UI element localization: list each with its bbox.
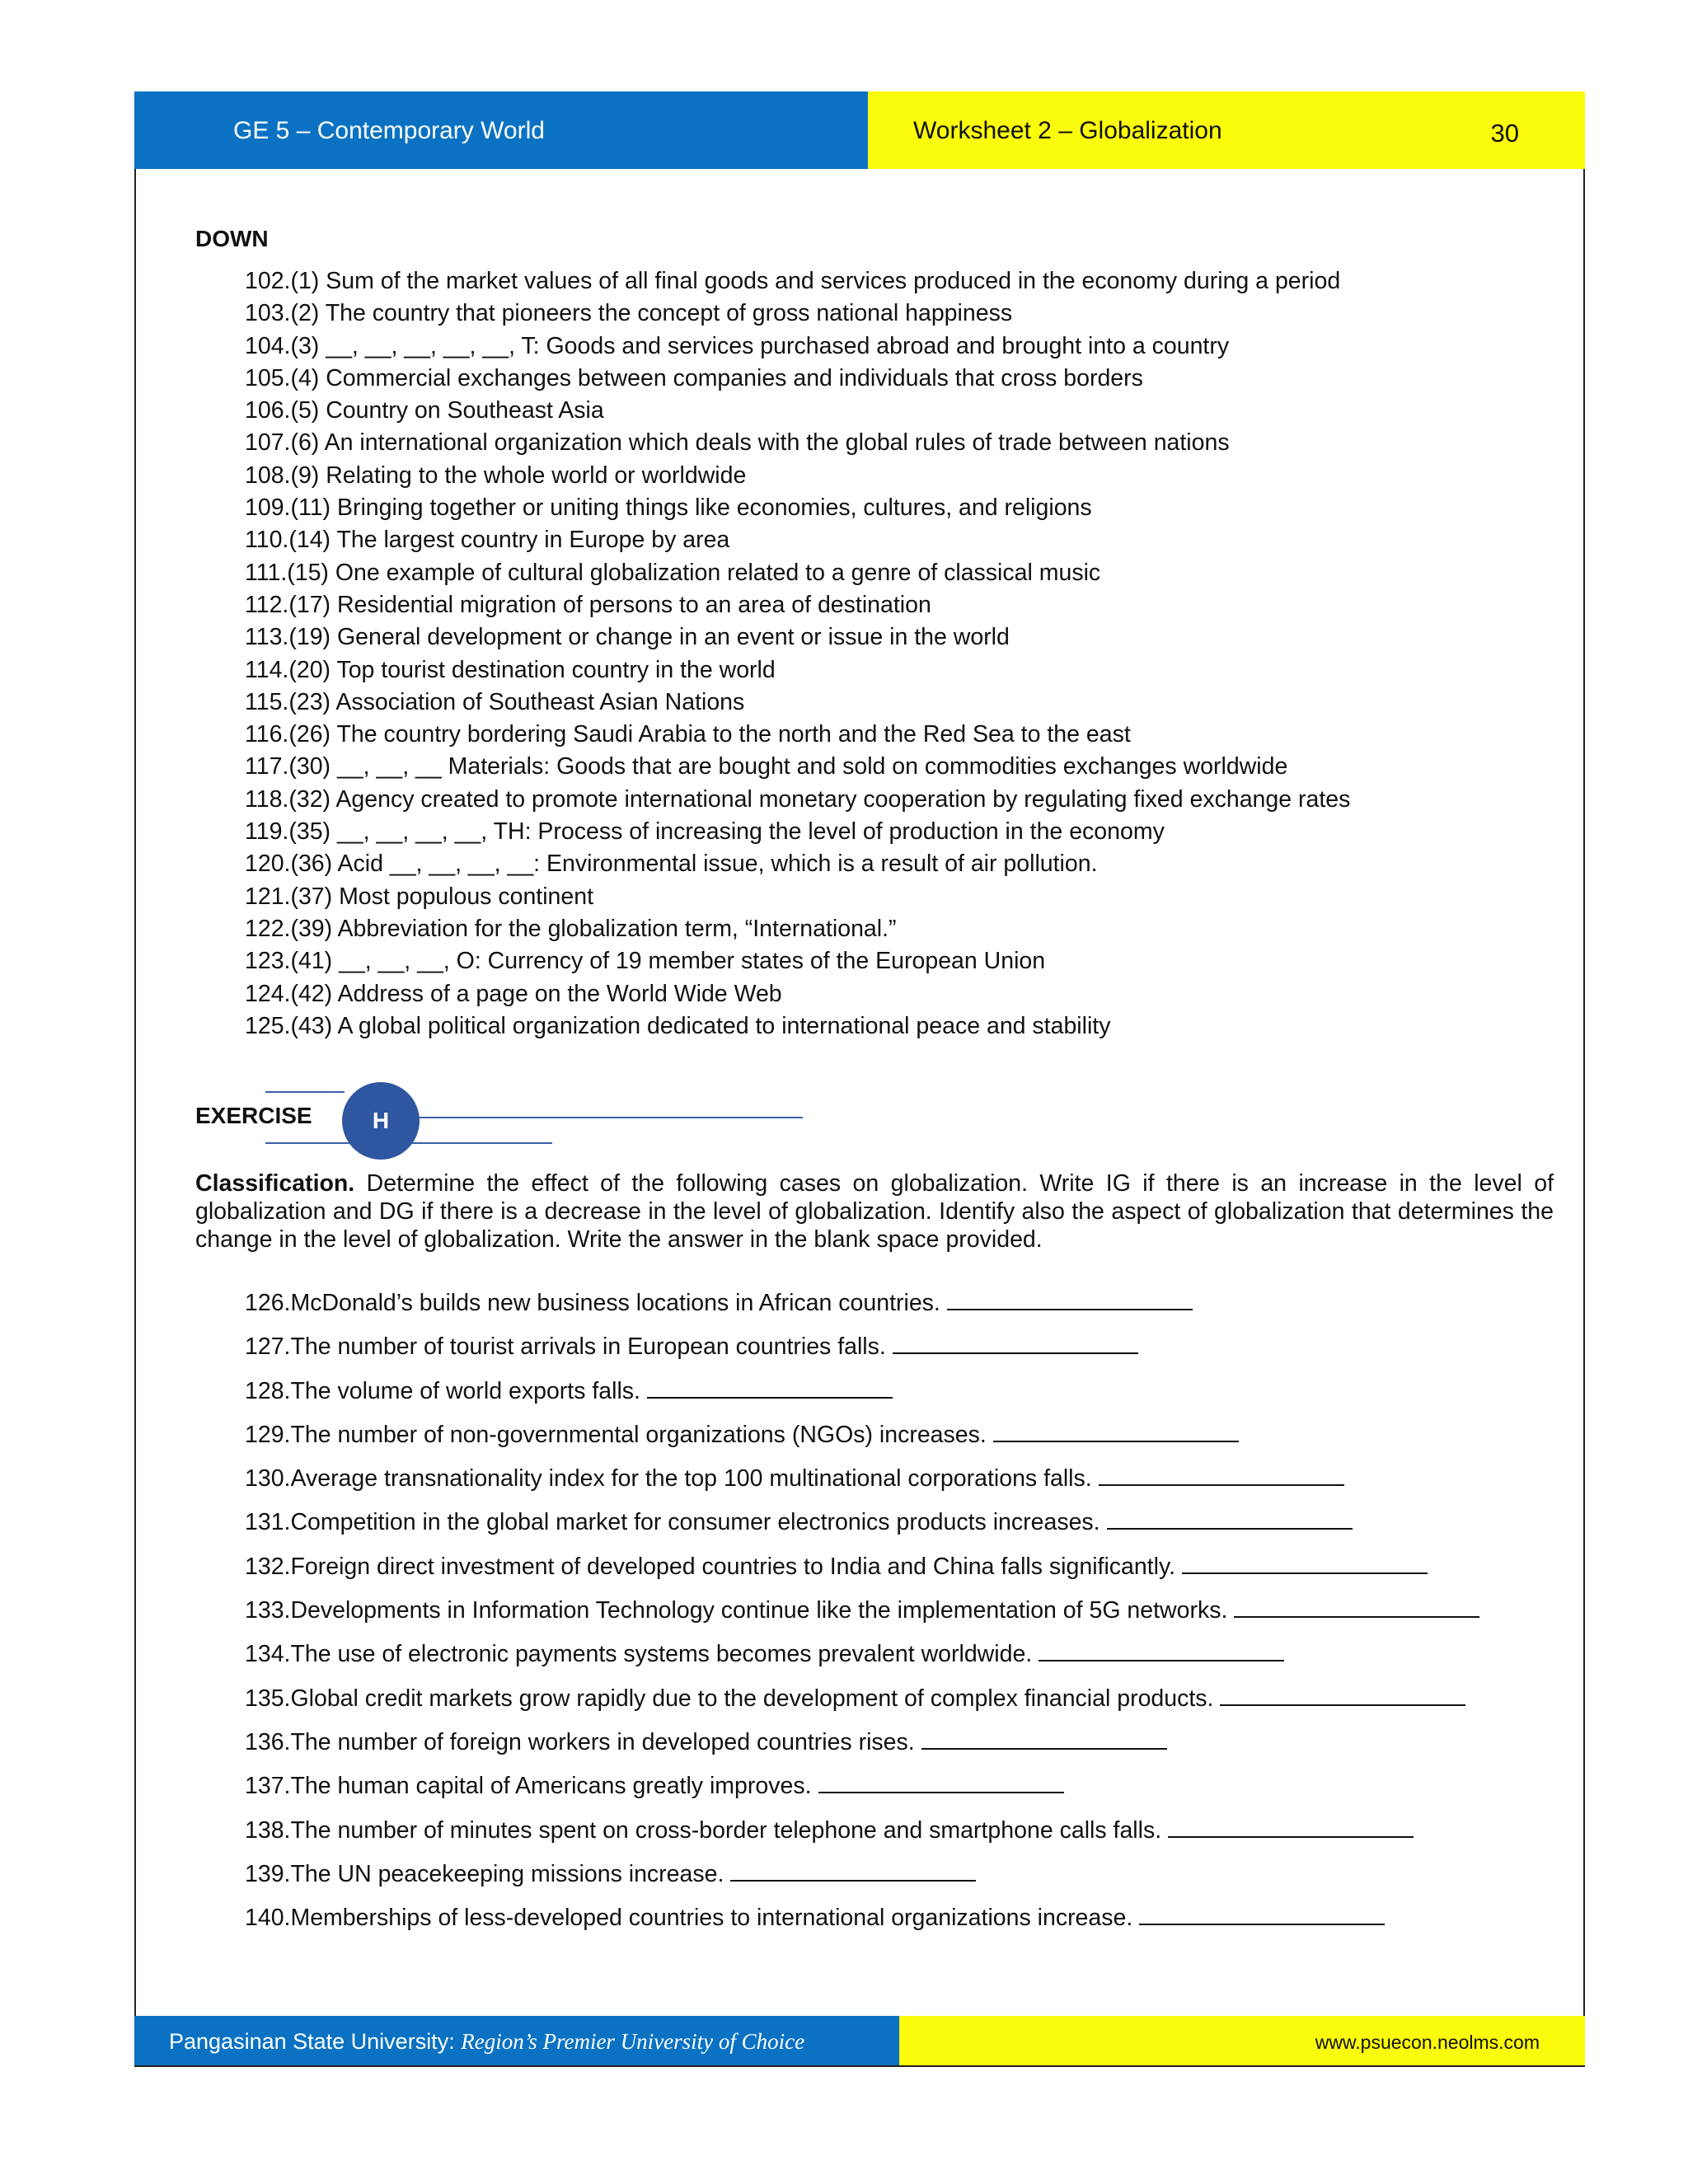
- classification-item-text: 134.The use of electronic payments systems becomes prevalent worldwide.: [245, 1641, 1033, 1668]
- down-clue: 103.(2) The country that pioneers the concept of gross national happiness: [245, 300, 1013, 327]
- worksheet-title: Worksheet 2 – Globalization: [913, 117, 1222, 144]
- answer-blank[interactable]: [1099, 1465, 1344, 1486]
- down-clue: 118.(32) Agency created to promote international monetary cooperation by regulating fixed exchange rates: [245, 785, 1351, 813]
- down-clue: 111.(15) One example of cultural globalization related to a genre of classical music: [245, 559, 1101, 586]
- answer-blank[interactable]: [1107, 1508, 1353, 1530]
- answer-blank[interactable]: [1220, 1685, 1465, 1706]
- classification-item: [245, 1325, 1564, 1369]
- down-clue: 119.(35) __, __, __, __, TH: Process of increasing the level of production in the economy: [245, 818, 1165, 846]
- down-clue: 105.(4) Commercial exchanges between companies and individuals that cross borders: [245, 364, 1143, 391]
- down-heading: DOWN: [195, 226, 269, 251]
- classification-item: [245, 1545, 1564, 1589]
- down-clue-list: [245, 265, 1531, 1043]
- classification-item: [245, 1370, 1564, 1413]
- classification-item-text: 137.The human capital of Americans greatly improves.: [245, 1773, 812, 1800]
- classification-item-text: 139.The UN peacekeeping missions increase.: [245, 1860, 724, 1887]
- down-clue: 122.(39) Abbreviation for the globalization term, “International.”: [245, 915, 897, 942]
- exercise-letter-badge: H: [342, 1082, 420, 1160]
- classification-item: [245, 1282, 1564, 1325]
- classification-item-text: 127.The number of tourist arrivals in European countries falls.: [245, 1333, 886, 1361]
- down-clue: 116.(26) The country bordering Saudi Arabia to the north and the Red Sea to the east: [245, 721, 1131, 748]
- answer-blank[interactable]: [1139, 1904, 1385, 1925]
- classification-item: [245, 1809, 1564, 1853]
- down-clue: 102.(1) Sum of the market values of all final goods and services produced in the economy during a period: [245, 268, 1341, 294]
- answer-blank[interactable]: [893, 1333, 1138, 1354]
- answer-blank[interactable]: [921, 1728, 1167, 1750]
- classification-item-text: 135.Global credit markets grow rapidly due to the development of complex financial products.: [245, 1685, 1214, 1712]
- page-footer: [134, 2016, 1585, 2065]
- classification-item: [245, 1721, 1564, 1765]
- footer-url: www.psuecon.neolms.com: [1315, 2032, 1540, 2053]
- classification-item-text: 130.Average transnationality index for the top 100 multinational corporations falls.: [245, 1465, 1092, 1493]
- down-clue: 125.(43) A global political organization dedicated to international peace and stability: [245, 1012, 1111, 1039]
- classification-item: [245, 1677, 1564, 1721]
- classification-item: [245, 1765, 1564, 1808]
- down-clue: 121.(37) Most populous continent: [245, 883, 594, 910]
- down-clue: 113.(19) General development or change in an event or issue in the world: [245, 624, 1010, 651]
- answer-blank[interactable]: [1039, 1640, 1284, 1661]
- footer-university: [169, 2029, 804, 2055]
- down-clue: 114.(20) Top tourist destination country in the world: [245, 656, 776, 683]
- classification-item: [245, 1633, 1564, 1676]
- down-clue: 108.(9) Relating to the whole world or worldwide: [245, 462, 747, 489]
- classification-item-text: 129.The number of non-governmental organizations (NGOs) increases.: [245, 1421, 987, 1448]
- answer-blank[interactable]: [1234, 1596, 1479, 1618]
- header-course-band: [134, 91, 868, 169]
- classification-item-text: 128.The volume of world exports falls.: [245, 1377, 640, 1404]
- down-clue: 104.(3) __, __, __, __, __, T: Goods and services purchased abroad and brought into a country: [245, 332, 1230, 359]
- down-clue: 106.(5) Country on Southeast Asia: [245, 397, 604, 424]
- course-title: GE 5 – Contemporary World: [233, 117, 545, 144]
- down-clue: 109.(11) Bringing together or uniting things like economies, cultures, and religions: [245, 494, 1092, 522]
- classification-item-text: 132.Foreign direct investment of developed countries to India and China falls significantly.: [245, 1553, 1176, 1580]
- page-header: [134, 91, 1585, 169]
- answer-blank[interactable]: [1182, 1553, 1428, 1574]
- down-clue: 117.(30) __, __, __ Materials: Goods that are bought and sold on commodities exchanges worldwide: [245, 753, 1288, 780]
- footer-url-band: [899, 2016, 1585, 2065]
- exercise-rule-middle: [420, 1117, 803, 1118]
- down-clue: 115.(23) Association of Southeast Asian Nations: [245, 688, 745, 715]
- down-clue: 112.(17) Residential migration of persons to an area of destination: [245, 591, 931, 618]
- down-clue: 110.(14) The largest country in Europe by area: [245, 527, 730, 554]
- page-number: 30: [1490, 119, 1519, 148]
- answer-blank[interactable]: [993, 1421, 1239, 1442]
- instruction-text: Determine the effect of the following cases on globalization. Write IG if there is an increase in the level of globalization and DG if there is a decrease in the level of globalization. Identify also the aspect of globalization that determines the change in the level of globalization. Write the answer in the blank space provided.: [195, 1170, 1554, 1253]
- classification-item-text: 136.The number of foreign workers in developed countries rises.: [245, 1728, 915, 1755]
- classification-item-text: 131.Competition in the global market for consumer electronics products increases.: [245, 1509, 1100, 1536]
- classification-item-text: 133.Developments in Information Technology continue like the implementation of 5G networks.: [245, 1597, 1228, 1624]
- header-worksheet-band: [868, 91, 1585, 169]
- classification-item: [245, 1501, 1564, 1544]
- classification-item-text: 126.McDonald’s builds new business locations in African countries.: [245, 1290, 940, 1316]
- classification-item: [245, 1413, 1564, 1457]
- answer-blank[interactable]: [947, 1289, 1193, 1310]
- university-tagline: Region’s Premier University of Choice: [461, 2029, 805, 2054]
- classification-item: [245, 1457, 1564, 1501]
- exercise-instructions: [195, 1169, 1554, 1254]
- classification-item-list: [245, 1282, 1564, 1940]
- exercise-label: EXERCISE: [195, 1103, 312, 1128]
- down-clue: 124.(42) Address of a page on the World Wide Web: [245, 980, 782, 1007]
- classification-item: [245, 1853, 1564, 1896]
- down-clue: 123.(41) __, __, __, O: Currency of 19 member states of the European Union: [245, 948, 1046, 975]
- classification-item-text: 138.The number of minutes spent on cross-border telephone and smartphone calls falls.: [245, 1816, 1162, 1844]
- footer-university-band: [134, 2016, 899, 2065]
- instruction-lead: Classification.: [195, 1170, 355, 1197]
- answer-blank[interactable]: [1168, 1816, 1414, 1838]
- classification-item: [245, 1589, 1564, 1633]
- answer-blank[interactable]: [818, 1772, 1064, 1793]
- university-name: Pangasinan State University:: [169, 2029, 455, 2054]
- answer-blank[interactable]: [730, 1860, 976, 1882]
- exercise-rule-top: [265, 1091, 345, 1093]
- answer-blank[interactable]: [647, 1377, 893, 1399]
- classification-item: [245, 1896, 1564, 1940]
- down-clue: 120.(36) Acid __, __, __, __: Environmental issue, which is a result of air pollution.: [245, 851, 1098, 878]
- classification-item-text: 140.Memberships of less-developed countries to international organizations increase.: [245, 1905, 1133, 1932]
- down-clue: 107.(6) An international organization which deals with the global rules of trade between nations: [245, 429, 1230, 457]
